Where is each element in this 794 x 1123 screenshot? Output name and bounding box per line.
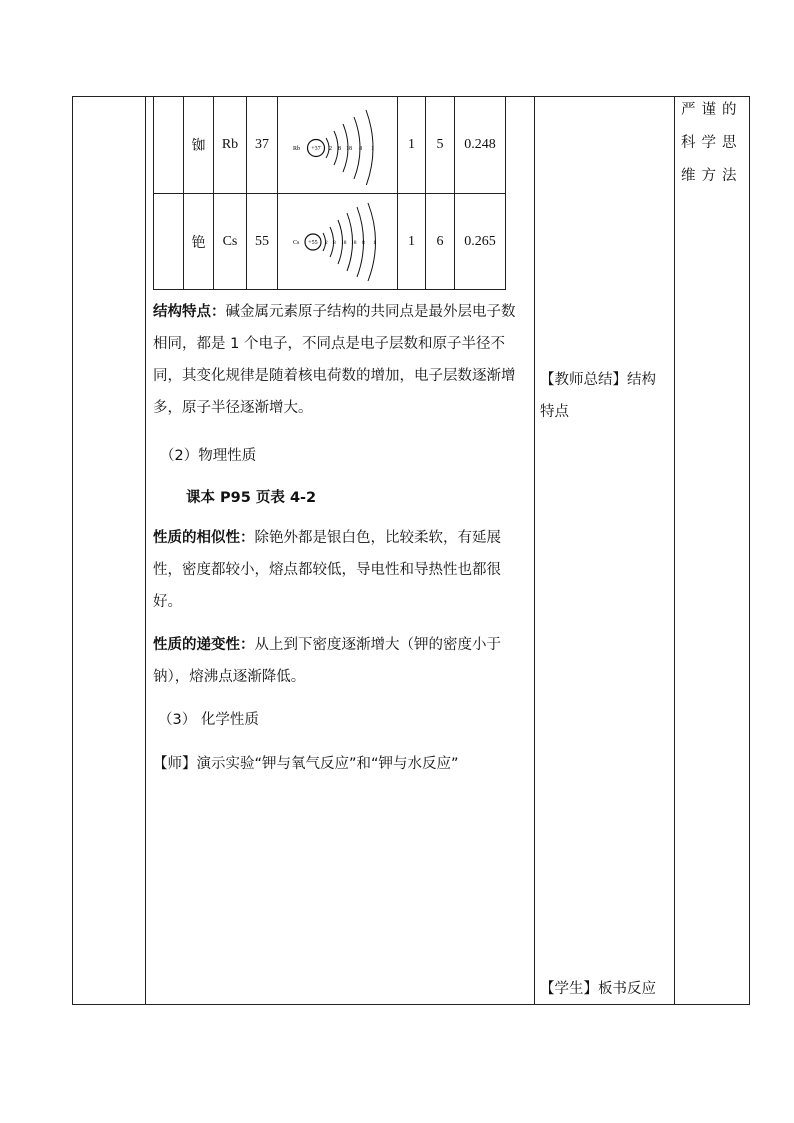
alkali-element-table [153, 96, 506, 290]
chemical-heading: （3） 化学性质 [158, 712, 259, 728]
shell-count: 18 [345, 146, 352, 152]
shell-count: 18 [350, 239, 356, 246]
diagram-symbol: Rb [292, 146, 300, 152]
shell-count: 8 [361, 239, 365, 246]
cell-value: 1 [398, 97, 426, 194]
element-symbol: Cs [214, 194, 247, 290]
structure-text: 碱金属元素原子结构的共同点是最外层电子数相同，都是 1 个电子，不同点是电子层数和原子半径不同，其变化规律是随着核电荷数的增加，电子层数逐渐增多，原子半径逐渐增大。 [153, 304, 516, 416]
cell-value: 1 [398, 194, 426, 290]
atomic-structure-diagram [278, 97, 398, 194]
gradation-paragraph [153, 629, 529, 693]
shell-count: 2 [328, 146, 332, 152]
teaching-goal: 严谨的科学思维方法 [681, 102, 743, 184]
element-row-rb [154, 97, 506, 194]
blank-cell [154, 194, 184, 290]
element-row-cs [154, 194, 506, 290]
rb-atom-structure [282, 105, 394, 185]
element-name: 铯 [184, 194, 214, 290]
shell-count: 8 [337, 146, 341, 152]
teacher-summary: 【教师总结】结构特点 [540, 372, 656, 420]
blank-cell [154, 97, 184, 194]
gradation-text: 从上到下密度逐渐增大（钾的密度小于钠），熔沸点逐渐降低。 [153, 637, 501, 685]
atomic-number: 55 [247, 194, 278, 290]
cs-atom-structure [282, 202, 394, 282]
atomic-radius: 0.265 [455, 194, 506, 290]
shell-count: 8 [358, 146, 362, 152]
gradation-heading: 性质的递变性： [153, 637, 255, 653]
atomic-radius: 0.248 [455, 97, 506, 194]
similarity-text: 除铯外都是银白色，比较柔软，有延展性，密度都较小，熔点都较低，导电性和导热性也都很好。 [153, 530, 501, 610]
structure-paragraph [153, 296, 529, 424]
shell-count: 2 [324, 239, 328, 246]
column-divider-2 [534, 96, 535, 1005]
cell-value: 6 [426, 194, 455, 290]
cell-value: 5 [426, 97, 455, 194]
column-divider-1 [145, 96, 146, 1005]
physical-heading: （2）物理性质 [160, 448, 257, 464]
shell-count: 1 [370, 146, 374, 152]
similarity-paragraph [153, 522, 529, 618]
shell-count: 1 [372, 239, 376, 246]
column-divider-3 [674, 96, 675, 1005]
similarity-heading: 性质的相似性： [153, 530, 255, 546]
student-board-note: 【学生】板书反应 [540, 981, 656, 997]
shell-count: 18 [340, 239, 346, 246]
element-symbol: Rb [214, 97, 247, 194]
structure-heading: 结构特点： [153, 304, 226, 320]
element-name: 铷 [184, 97, 214, 194]
diagram-symbol: Cs [292, 239, 299, 246]
nucleus-charge: +37 [310, 146, 321, 152]
teacher-demo-text: 【师】演示实验“钾与氧气反应”和“钾与水反应” [153, 756, 459, 772]
shell-count: 8 [332, 239, 336, 246]
nucleus-charge: +55 [307, 239, 318, 246]
textbook-reference: 课本 P95 页表 4-2 [186, 490, 317, 506]
atomic-structure-diagram [278, 194, 398, 290]
atomic-number: 37 [247, 97, 278, 194]
